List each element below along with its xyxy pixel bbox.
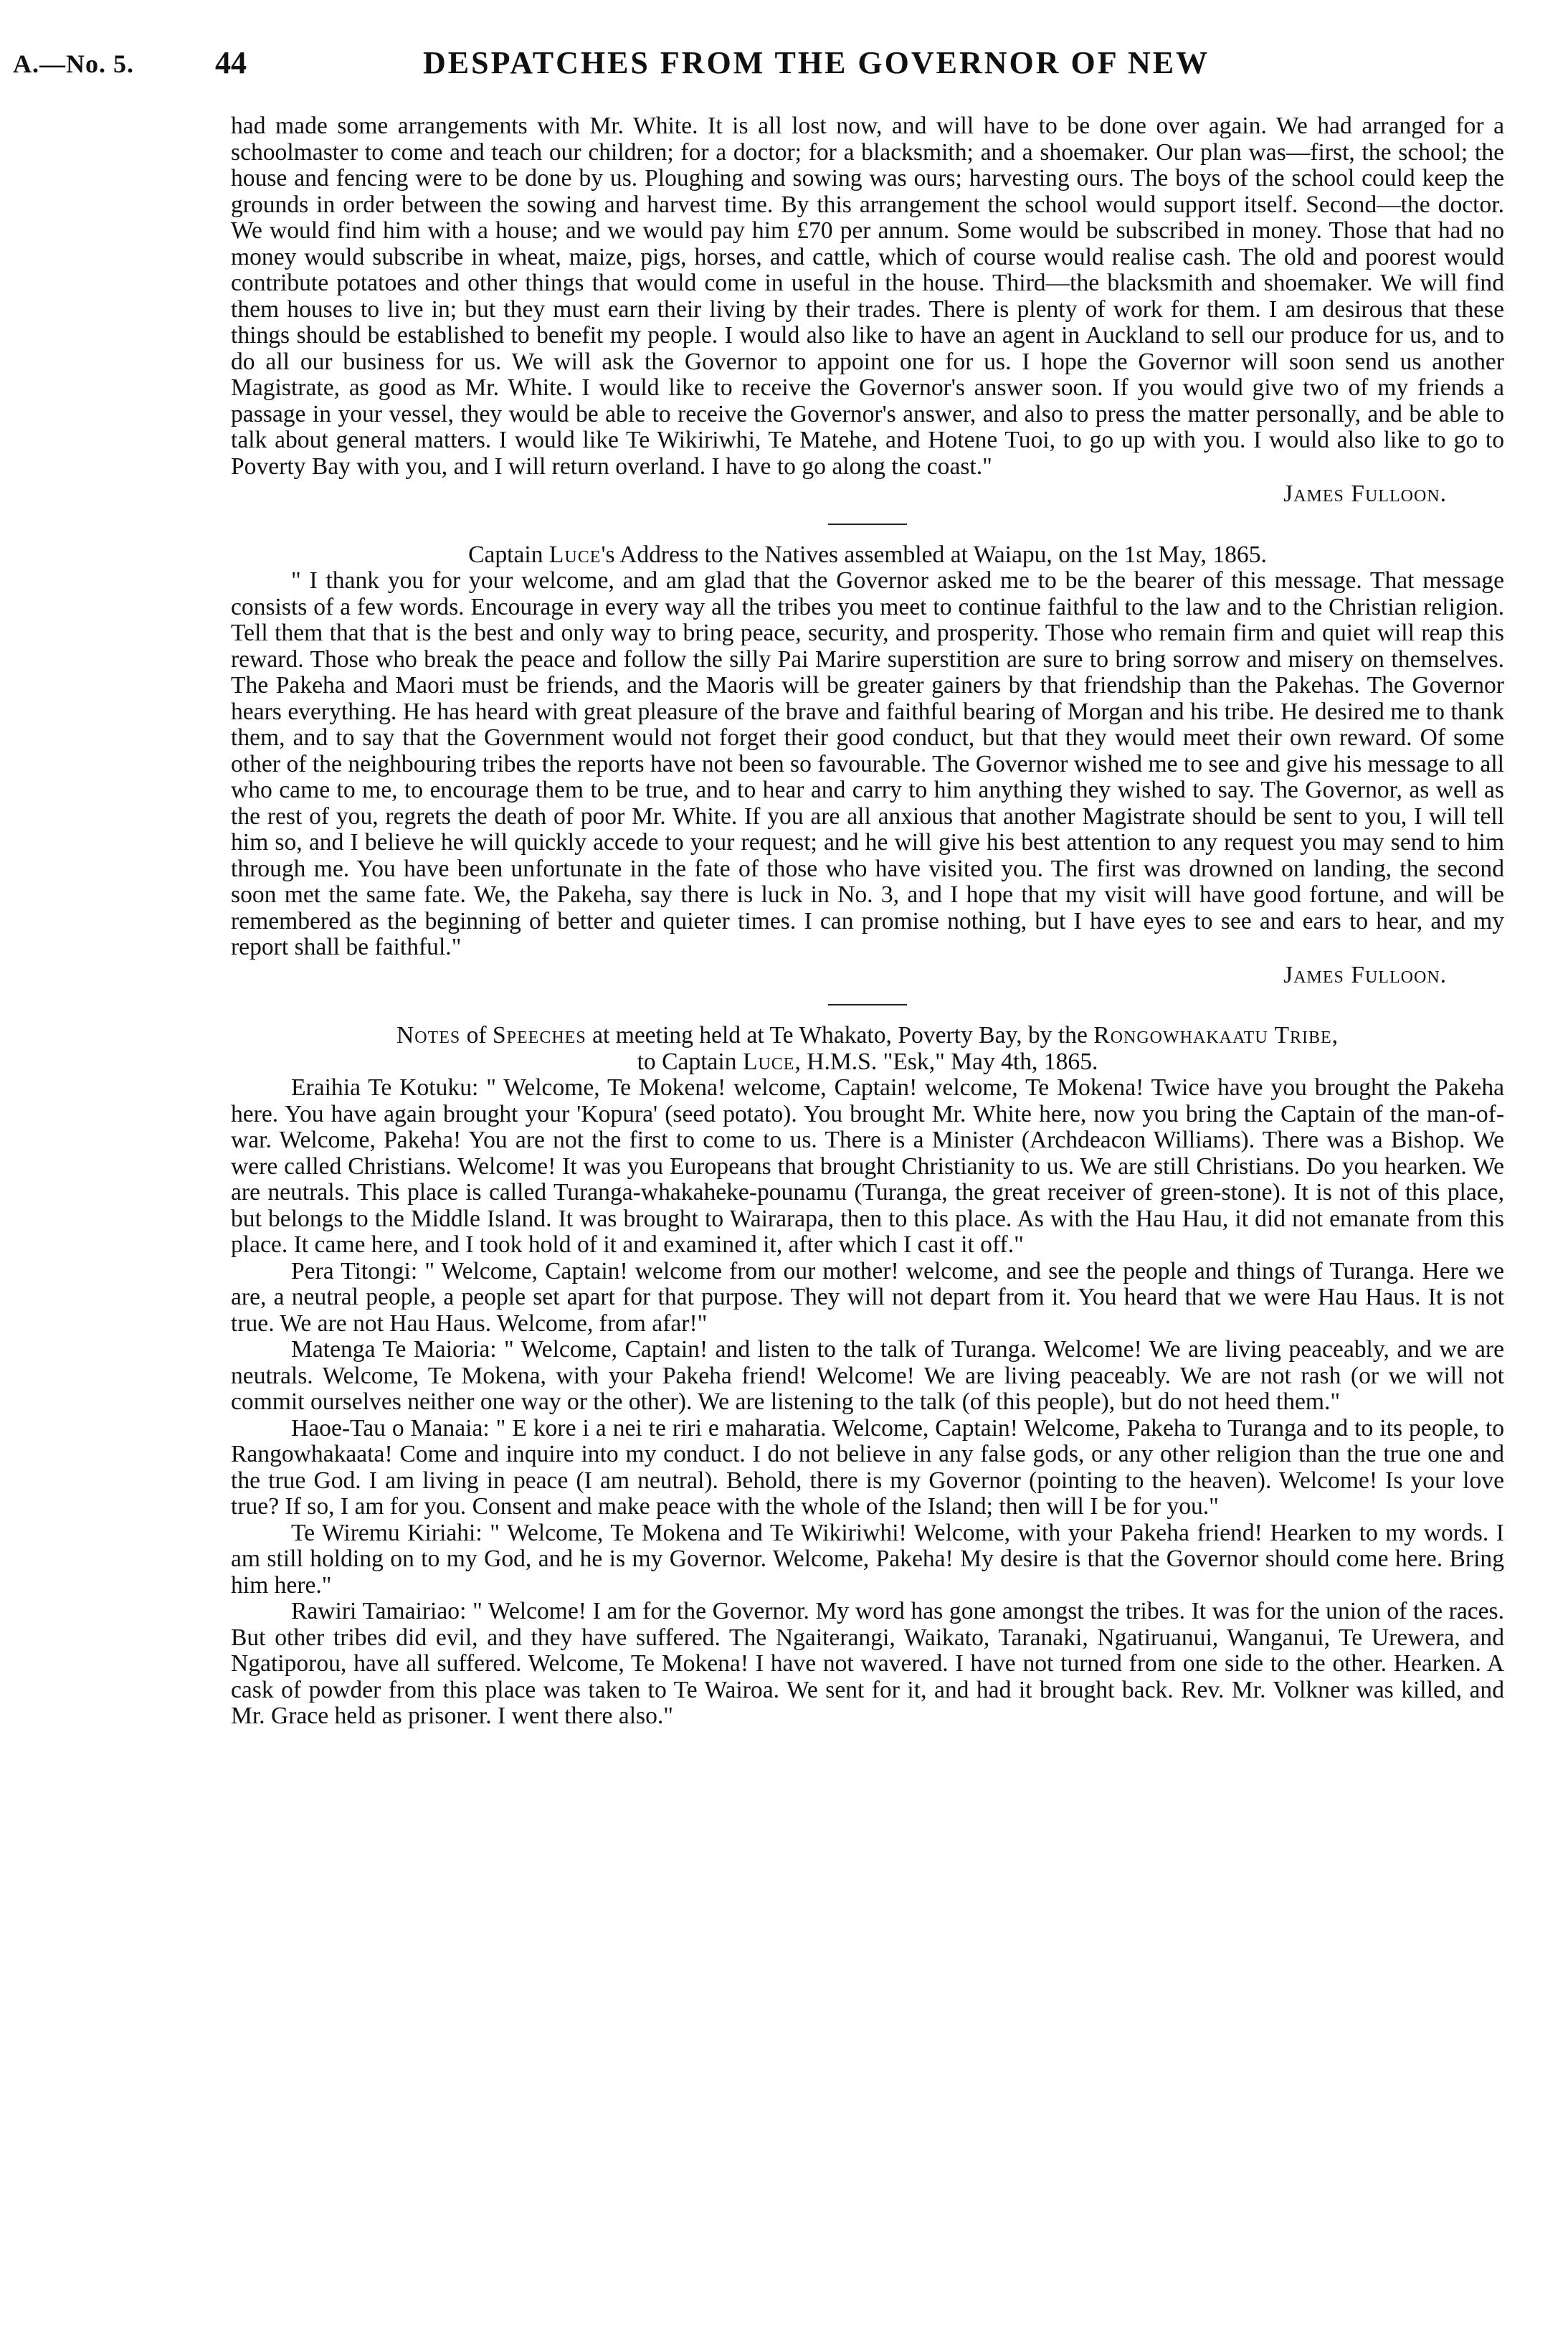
speech-paragraph <box>231 1416 1504 1520</box>
section-divider <box>828 524 907 525</box>
title-text: , H.M.S. "Esk," May 4th, 1865. <box>794 1048 1098 1075</box>
speech-text: " Welcome, Te Mokena! welcome, Captain! welcome, Te Mokena! Twice have you brought the Pakeha here. You have again brought your 'Kopura' (seed potato). You brought Mr. White here, now you bring the Captain of the man-of-war. Welcome, Pakeha! You are not the first to come to us. There is a Minister (Archdeacon Williams). There was a Bishop. We were called Christians. Welcome! It was you Europeans that brought Christianity to us. We are still Christians. Do you hearken. We are neutrals. This place is called Turanga-whakaheke-pounamu (Turanga, the great receiver of green-stone). It is not of this place, but belongs to the Middle Island. It was brought to Wairarapa, then to this place. As with the Hau Hau, it did not emanate from this place. It came here, and I took hold of it and examined it, after which I cast it off." <box>231 1074 1505 1258</box>
speaker-name: Te Wiremu Kiriahi: <box>291 1519 483 1546</box>
page-header <box>0 44 1568 87</box>
speech-paragraph <box>231 1259 1504 1338</box>
page-number: 44 <box>215 45 247 80</box>
speaker-name: Haoe-Tau o Manaia: <box>291 1414 490 1442</box>
title-text: Captain <box>468 541 549 568</box>
speaker-name: Rawiri Tamairiao: <box>291 1598 467 1624</box>
speaker-name: Eraihia Te Kotuku: <box>291 1074 479 1101</box>
title-text: to Captain <box>637 1048 743 1075</box>
title-text: 's Address to the Natives assembled at Waiapu, on the 1st May, 1865. <box>601 541 1267 568</box>
speech-text: " Welcome, Te Mokena and Te Wikiriwhi! Welcome, with your Pakeha friend! Hearken to my words. I am still holding on to my God, and he is my Governor. Welcome, Pakeha! My desire is that the Governor should come here. Bring him here." <box>231 1519 1504 1599</box>
title-tribe: Rongowhakaatu Tribe, <box>1093 1022 1339 1049</box>
letter-paragraph: had made some arrangements with Mr. White. It is all lost now, and will have to be done over again. We had arranged for a schoolmaster to come and teach our children; for a doctor; for a blacksmith; and a shoemaker. Our plan was—first, the school; the house and fencing were to be done by us. Ploughing and sowing was ours; harvesting ours. The boys of the school could keep the grounds in order between the sowing and harvest time. By this arrangement the school would support itself. Second—the doctor. We would find him with a house; and we would pay him £70 per annum. Some would be subscribed in money. Those that had no money would subscribe in wheat, maize, pigs, horses, and cattle, which of course would realise cash. The old and poorest would contribute potatoes and other things that would come in useful in the house. Third—the blacksmith and shoemaker. We will find them houses to live in; but they must earn their living by their trades. There is plenty of work for them. I am desirous that these things should be established to benefit my people. I would also like to have an agent in Auckland to sell our produce for us, and to do all our business for us. We will ask the Governor to appoint one for us. I hope the Governor will soon send us another Magistrate, as good as Mr. White. I would like to receive the Governor's answer soon. If you would give two of my friends a passage in your vessel, they would be able to receive the Governor's answer, and also to press the matter personally, and be able to talk about general matters. I would like Te Wikiriwhi, Te Matehe, and Hotene Tuoi, to go up with you. I would also like to go to Poverty Bay with you, and I will return overland. I have to go along the coast." <box>231 113 1504 480</box>
speaker-name: Pera Titongi: <box>291 1257 418 1284</box>
speech-text: " E kore i a nei te riri e maharatia. Welcome, Captain! Welcome, Pakeha to Turanga and to its people, to Rangowhakaata! Come and inquire into my conduct. I do not believe in any false gods, or any other religion than the true one and the true God. I am living in peace (I am neutral). Behold, there is my Governor (pointing to the heaven). Welcome! Is your love true? If so, I am for you. Consent and make peace with the whole of the Island; then will I be for you." <box>231 1414 1505 1520</box>
speech-paragraph <box>231 1520 1504 1599</box>
speech-text: " Welcome! I am for the Governor. My word has gone amongst the tribes. It was for the union of the races. But other tribes did evil, and they have suffered. The Ngaiterangi, Waikato, Taranaki, Ngatiruanui, Wanganui, Te Urewera, and Ngatiporou, have all suffered. Welcome, Te Mokena! I have not wavered. I have not turned from one side to the other. Hearken. A cask of powder from this place was taken to Te Wairoa. We sent for it, and had it brought back. Rev. Mr. Volkner was killed, and Mr. Grace held as prisoner. I went there also." <box>231 1598 1504 1729</box>
speeches-section <box>231 1023 1504 1730</box>
speech-paragraph <box>231 1075 1504 1259</box>
signature: James Fulloon. <box>1283 481 1447 507</box>
section-title <box>231 542 1504 569</box>
running-title: DESPATCHES FROM THE GOVERNOR OF NEW <box>423 45 1210 80</box>
speech-text: " Welcome, Captain! welcome from our mother! welcome, and see the people and things of Turanga. Here we are, a neutral people, a people set apart for that purpose. They will not depart from it. You heard that we were Hau Haus. It is not true. We are not Hau Haus. Welcome, from afar!" <box>231 1257 1504 1337</box>
signature: James Fulloon. <box>1283 961 1447 988</box>
title-notes: Notes <box>396 1022 461 1049</box>
section-title <box>231 1023 1504 1049</box>
speech-paragraph <box>231 1599 1504 1730</box>
section-subtitle <box>231 1049 1504 1076</box>
speech-text: " Welcome, Captain! and listen to the talk of Turanga. Welcome! We are living peaceably, and we are neutrals. Welcome, Te Mokena, with your Pakeha friend! Welcome! We are living peaceably. We are not rash (or we will not commit ourselves neither one way or the other). We are listening to the talk (of this people), but do not heed them." <box>231 1336 1504 1415</box>
address-paragraph: " I thank you for your welcome, and am glad that the Governor asked me to be the bearer of this message. That message consists of a few words. Encourage in every way all the tribes you meet to continue faithful to the law and to the Christian religion. Tell them that that is the best and only way to bring peace, security, and prosperity. Those who remain firm and quiet will reap this reward. Those who break the peace and follow the silly Pai Marire superstition are sure to bring sorrow and misery on themselves. The Pakeha and Maori must be friends, and the Maoris will be greater gainers by that friendship than the Pakehas. The Governor hears everything. He has heard with great pleasure of the brave and faithful bearing of Morgan and his tribe. He desired me to thank them, and to say that the Government would not forget their good conduct, but that they would meet their own reward. Of some other of the neighbouring tribes the reports have not been so favourable. The Governor wished me to see and give his message to all who came to me, to encourage them to be true, and to hear and carry to him anything they wished to say. The Governor, as well as the rest of you, regrets the death of poor Mr. White. If you are all anxious that another Magistrate should be sent to you, I will tell him so, and I believe he will quickly accede to your request; and he will give his best attention to any request you may send to him through me. You have been unfortunate in the fate of those who have visited you. The first was drowned on landing, the second soon met the same fate. We, the Pakeha, say there is luck in No. 3, and I hope that my visit will have good fortune, and will be remembered as the beginning of better and quieter times. I can promise nothing, but I have eyes to see and ears to hear, and my report shall be faithful." <box>231 567 1504 960</box>
letter-continuation <box>231 113 1504 508</box>
address-section <box>231 542 1504 989</box>
page-body <box>231 113 1504 1730</box>
title-text: of <box>460 1022 493 1049</box>
title-name: Luce <box>742 1048 795 1075</box>
title-name: Luce <box>548 541 602 568</box>
speaker-name: Matenga Te Maioria: <box>291 1336 497 1363</box>
title-speeches: Speeches <box>492 1022 586 1049</box>
title-text: at meeting held at Te Whakato, Poverty Bay, by the <box>586 1022 1094 1049</box>
document-reference: A.—No. 5. <box>13 49 134 78</box>
section-divider <box>828 1004 907 1005</box>
speech-paragraph <box>231 1337 1504 1416</box>
